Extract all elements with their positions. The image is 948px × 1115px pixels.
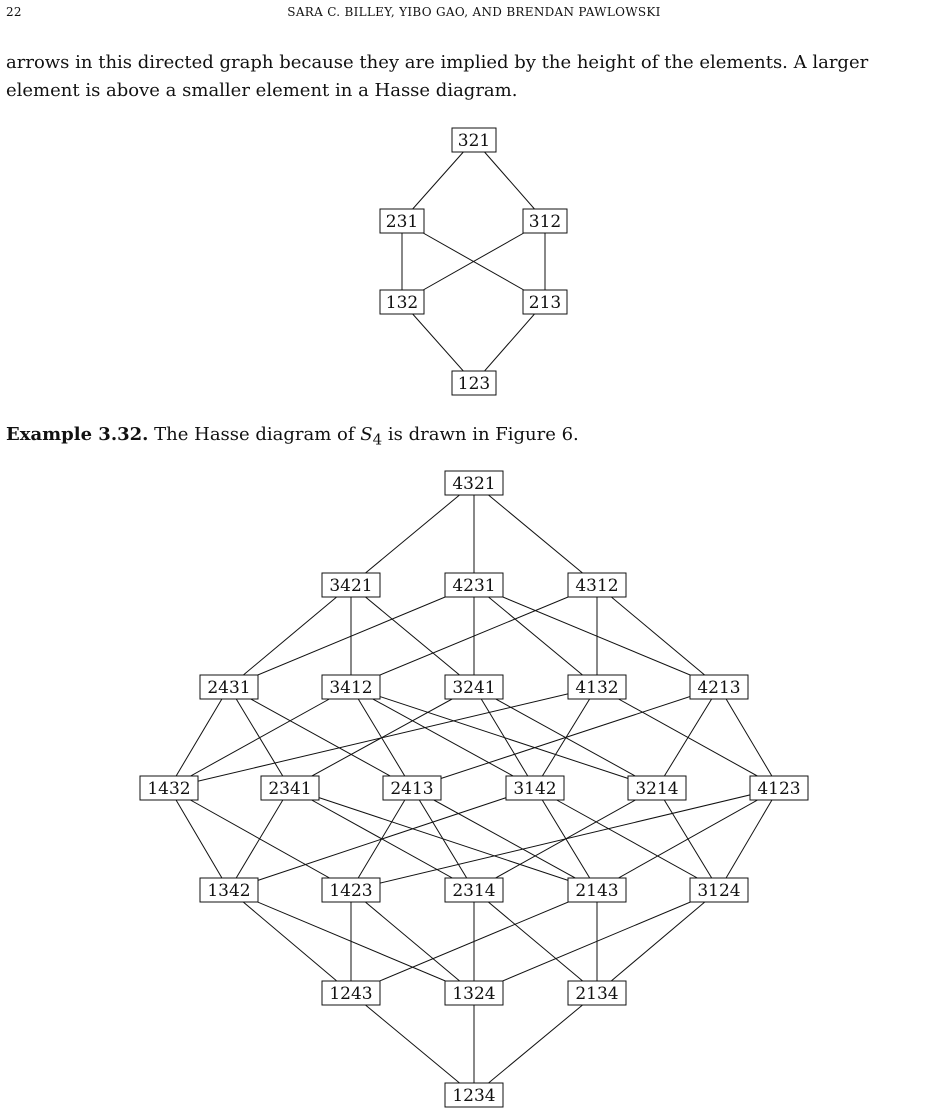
hasse-node-4231 bbox=[445, 573, 503, 597]
node-label: 2341 bbox=[268, 779, 312, 799]
intro-paragraph: arrows in this directed graph because they are implied by the height of the elements. A larger element is above a smaller element in a Hasse diagram. bbox=[6, 52, 869, 101]
node-label: 1234 bbox=[452, 1086, 496, 1106]
node-label: 2143 bbox=[575, 881, 619, 901]
node-label: 3214 bbox=[635, 779, 679, 799]
hasse-edge-1432-2431 bbox=[169, 687, 229, 788]
node-label: 2413 bbox=[390, 779, 434, 799]
hasse-node-4132 bbox=[568, 675, 626, 699]
hasse-edge-2143-2413 bbox=[412, 788, 597, 890]
hasse-node-3142 bbox=[506, 776, 564, 800]
hasse-node-3421 bbox=[322, 573, 380, 597]
hasse-node-3214 bbox=[628, 776, 686, 800]
hasse-edge-3421-4321 bbox=[351, 483, 474, 585]
node-label: 3241 bbox=[452, 678, 496, 698]
hasse-edge-1234-2134 bbox=[474, 993, 597, 1095]
hasse-edge-3124-4123 bbox=[719, 788, 779, 890]
node-label: 2431 bbox=[207, 678, 251, 698]
hasse-edge-2341-2431 bbox=[229, 687, 290, 788]
node-label: 1324 bbox=[452, 984, 496, 1004]
node-label: 4132 bbox=[575, 678, 619, 698]
node-label: 132 bbox=[385, 293, 419, 313]
node-label: 2134 bbox=[575, 984, 619, 1004]
hasse-node-3241 bbox=[445, 675, 503, 699]
running-head: SARA C. BILLEY, YIBO GAO, AND BRENDAN PAWLOWSKI bbox=[287, 5, 661, 19]
hasse-edge-4123-4132 bbox=[597, 687, 779, 788]
hasse-edge-3214-3241 bbox=[474, 687, 657, 788]
hasse-edge-2143-3142 bbox=[535, 788, 597, 890]
hasse-node-1243 bbox=[322, 981, 380, 1005]
hasse-edge-2413-3412 bbox=[351, 687, 412, 788]
example-symbol: S bbox=[360, 424, 373, 445]
hasse-edge-1342-1432 bbox=[169, 788, 229, 890]
hasse-edge-4123-4213 bbox=[719, 687, 779, 788]
node-label: 3421 bbox=[329, 576, 373, 596]
hasse-edge-2314-2341 bbox=[290, 788, 474, 890]
hasse-node-1234 bbox=[445, 1083, 503, 1107]
example-text-before: The Hasse diagram of bbox=[148, 424, 361, 445]
hasse-edge-3214-3412 bbox=[351, 687, 657, 788]
node-label: 3412 bbox=[329, 678, 373, 698]
node-label: 1432 bbox=[147, 779, 191, 799]
example-heading: Example 3.32. bbox=[6, 424, 149, 445]
hasse-node-2413 bbox=[383, 776, 441, 800]
hasse-edge-1243-1342 bbox=[229, 890, 351, 993]
hasse-edge-2134-3124 bbox=[597, 890, 719, 993]
hasse-node-3124 bbox=[690, 878, 748, 902]
hasse-node-1423 bbox=[322, 878, 380, 902]
node-label: 321 bbox=[457, 131, 491, 151]
hasse-node-3412 bbox=[322, 675, 380, 699]
hasse-edge-2431-3421 bbox=[229, 585, 351, 687]
hasse-edge-2143-2341 bbox=[290, 788, 597, 890]
hasse-edge-3124-3214 bbox=[657, 788, 719, 890]
hasse-node-4123 bbox=[750, 776, 808, 800]
node-label: 2314 bbox=[452, 881, 496, 901]
node-label: 231 bbox=[385, 212, 419, 232]
node-label: 1243 bbox=[329, 984, 373, 1004]
hasse-edge-4132-4231 bbox=[474, 585, 597, 687]
hasse-edge-3241-3421 bbox=[351, 585, 474, 687]
hasse-node-2341 bbox=[261, 776, 319, 800]
node-label: 4231 bbox=[452, 576, 496, 596]
hasse-node-2143 bbox=[568, 878, 626, 902]
hasse-edge-1324-1423 bbox=[351, 890, 474, 993]
hasse-node-1432 bbox=[140, 776, 198, 800]
hasse-node-4321 bbox=[445, 471, 503, 495]
node-label: 123 bbox=[457, 374, 491, 394]
hasse-edge-1234-1243 bbox=[351, 993, 474, 1095]
hasse-node-2314 bbox=[445, 878, 503, 902]
node-label: 4321 bbox=[452, 474, 496, 494]
hasse-node-1324 bbox=[445, 981, 503, 1005]
hasse-edge-1423-1432 bbox=[169, 788, 351, 890]
example-subscript: 4 bbox=[372, 430, 383, 449]
hasse-edge-3142-3412 bbox=[351, 687, 535, 788]
hasse-node-4312 bbox=[568, 573, 626, 597]
node-label: 1423 bbox=[329, 881, 373, 901]
node-label: 4213 bbox=[697, 678, 741, 698]
hasse-edge-3124-3142 bbox=[535, 788, 719, 890]
hasse-edge-2134-2314 bbox=[474, 890, 597, 993]
node-label: 1342 bbox=[207, 881, 251, 901]
node-label: 4123 bbox=[757, 779, 801, 799]
hasse-node-4213 bbox=[690, 675, 748, 699]
hasse-node-2134 bbox=[568, 981, 626, 1005]
example-text-after: is drawn in Figure 6. bbox=[382, 424, 579, 445]
hasse-edge-4312-4321 bbox=[474, 483, 597, 585]
node-label: 3124 bbox=[697, 881, 741, 901]
node-label: 312 bbox=[528, 212, 562, 232]
node-label: 4312 bbox=[575, 576, 619, 596]
hasse-node-1342 bbox=[200, 878, 258, 902]
node-label: 213 bbox=[528, 293, 562, 313]
hasse-node-2431 bbox=[200, 675, 258, 699]
node-label: 3142 bbox=[513, 779, 557, 799]
hasse-edge-4213-4312 bbox=[597, 585, 719, 687]
page-number: 22 bbox=[6, 5, 22, 19]
